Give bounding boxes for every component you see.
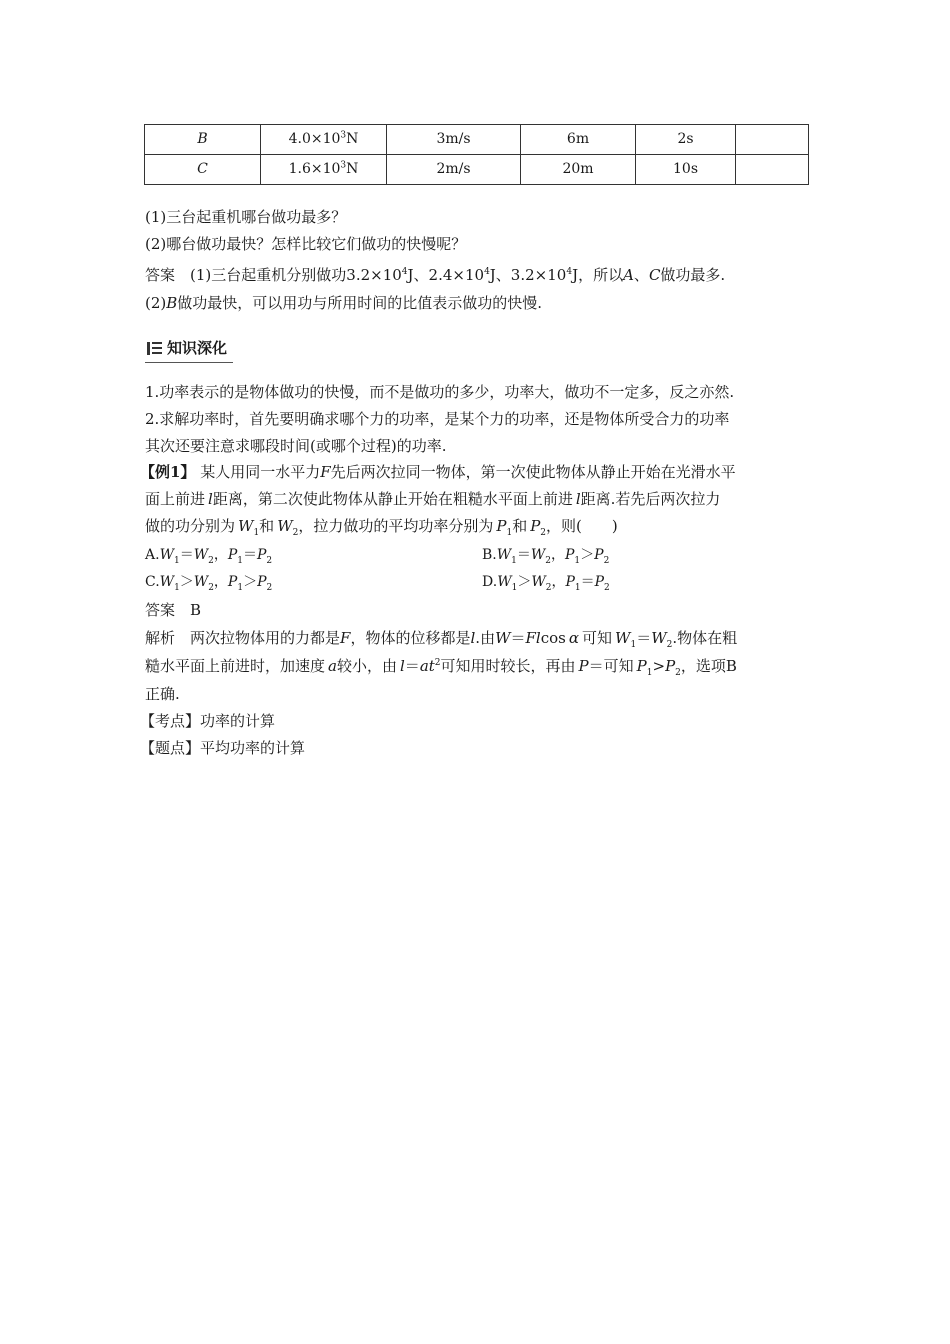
answer-label: 答案 (145, 266, 176, 284)
answer-text: 做功最快，可以用功与所用时间的比值表示做功的快慢. (177, 294, 543, 312)
subscript: 1 (511, 582, 518, 593)
relation: ＞ (179, 574, 194, 590)
kaodian-line (140, 710, 275, 732)
tidian-line (140, 737, 305, 759)
answer-text: 做功最多. (660, 266, 726, 284)
force-base: 4.0×10 (288, 131, 341, 147)
variable: P (565, 574, 575, 590)
option-label: D. (482, 574, 498, 590)
analysis-text: ，物体的位移都是 (350, 629, 471, 647)
variable: P (530, 517, 541, 535)
list-icon (147, 342, 162, 355)
example-text: ，拉力做功的平均功率分别为 (298, 517, 494, 535)
subscript: 2 (545, 582, 552, 593)
variable: W (193, 574, 209, 590)
subscript: 1 (237, 555, 243, 566)
analysis-text: .物体在粗 (672, 629, 738, 647)
option-d (482, 571, 610, 593)
example-text: 做的功分别为 (145, 517, 236, 535)
answer-value: B (190, 601, 202, 619)
analysis-text: cos (540, 629, 566, 647)
example-line-1 (140, 461, 736, 483)
relation: ＞ (580, 547, 595, 563)
knowledge-point-2: 2.求解功率时，首先要明确求哪个力的功率，是某个力的功率，还是物体所受合力的功率 (145, 410, 730, 428)
answer-line-2 (145, 292, 542, 314)
subscript: 2 (208, 555, 214, 566)
tidian-label: 【题点】 (140, 739, 201, 757)
subscript: 2 (666, 640, 673, 650)
variable: P (594, 547, 604, 563)
section-title: 知识深化 (167, 339, 228, 357)
example-text: 某人用同一水平力 (195, 463, 321, 481)
variable: P (578, 657, 589, 675)
table-cell-name: C (145, 155, 261, 185)
table-cell-speed: 3m/s (387, 125, 521, 155)
variable: F (320, 463, 331, 481)
subscript: 2 (540, 528, 547, 538)
tidian-value: 平均功率的计算 (200, 739, 306, 757)
subscript: 1 (646, 668, 653, 678)
subscript: 2 (675, 668, 681, 678)
force-exponent: 3 (340, 130, 347, 141)
relation: ＝ (242, 547, 257, 563)
crane-data-table (144, 124, 809, 185)
answer-line-1 (145, 264, 725, 286)
relation: ＝ (580, 574, 595, 590)
subscript: 2 (208, 582, 214, 593)
table-cell-blank (736, 155, 809, 185)
variable: W (159, 574, 175, 590)
subscript: 1 (630, 640, 637, 650)
variable: W (530, 547, 546, 563)
example-text: 和 (512, 517, 528, 535)
analysis-text: 可知 (582, 629, 613, 647)
relation: ＝ (516, 547, 531, 563)
exponent: 4 (401, 267, 408, 277)
analysis-text: .由 (475, 629, 496, 647)
variable: W (159, 547, 174, 563)
kaodian-value: 功率的计算 (200, 712, 276, 730)
example-text: 距离.若先后两次拉力 (580, 490, 721, 508)
force-unit: N (346, 161, 359, 177)
subscript: 1 (174, 582, 180, 593)
exponent: 4 (566, 267, 573, 277)
option-label: C. (145, 574, 160, 590)
subscript: 2 (603, 555, 610, 566)
variable: P (665, 657, 676, 675)
analysis-line-3: 正确. (145, 685, 180, 703)
analysis-text: > (652, 657, 666, 675)
exponent: 2 (434, 658, 441, 668)
variable: W (651, 629, 667, 647)
example-text: ，则( ) (546, 517, 618, 535)
knowledge-point-1: 1.功率表示的是物体做功的快慢，而不是做功的多少，功率大，做功不一定多，反之亦然. (145, 383, 735, 401)
force-exponent: 3 (340, 160, 347, 171)
section-heading (145, 336, 233, 363)
option-c (145, 571, 272, 593)
variable: l (575, 490, 581, 508)
subscript: 1 (574, 555, 581, 566)
variable: P (565, 547, 575, 563)
table-cell-speed: 2m/s (387, 155, 521, 185)
solution-answer (145, 599, 201, 621)
variable: Fl (525, 629, 541, 647)
variable: A (623, 266, 634, 284)
answer-label: 答案 (145, 601, 176, 619)
variable: W (531, 574, 546, 590)
option-label: B. (482, 547, 497, 563)
kaodian-label: 【考点】 (140, 712, 201, 730)
table-cell-distance: 20m (521, 155, 636, 185)
separator: ， (551, 574, 566, 590)
example-text: 面上前进 (145, 490, 206, 508)
variable: W (497, 574, 512, 590)
question-1: (1)三台起重机哪台做功最多？ (145, 208, 347, 226)
subscript: 1 (574, 582, 581, 593)
answer-text: J、2.4×10 (407, 266, 485, 284)
example-line-2 (145, 488, 720, 510)
example-line-3 (145, 515, 618, 537)
table-cell-force (261, 125, 387, 155)
example-text: 和 (259, 517, 275, 535)
subscript: 2 (266, 555, 273, 566)
variable: a (328, 657, 337, 675)
separator: ， (213, 574, 228, 590)
subscript: 1 (253, 528, 260, 538)
question-2: (2)哪台做功最快？怎样比较它们做功的快慢呢？ (145, 235, 467, 253)
variable: F (340, 629, 351, 647)
variable: P (227, 547, 238, 563)
option-a (145, 544, 272, 566)
answer-text: (2) (145, 294, 167, 312)
knowledge-point-2-cont: 其次还要注意求哪段时间(或哪个过程)的功率. (145, 437, 447, 455)
variable: l (399, 657, 405, 675)
subscript: 2 (604, 582, 610, 593)
relation: ＞ (243, 574, 258, 590)
subscript: 1 (237, 582, 244, 593)
subscript: 1 (511, 555, 517, 566)
variable: P (256, 547, 267, 563)
answer-text: J、3.2×10 (489, 266, 567, 284)
variable: C (648, 266, 661, 284)
option-label: A. (145, 547, 160, 563)
analysis-line-2 (145, 655, 737, 677)
analysis-line-1 (145, 627, 737, 649)
force-unit: N (346, 131, 359, 147)
variable: P (227, 574, 238, 590)
example-text: 距离，第二次使此物体从静止开始在粗糙水平面上前进 (212, 490, 573, 508)
analysis-text: 两次拉物体用的力都是 (190, 629, 341, 647)
answer-text: J，所以 (572, 266, 624, 284)
table-row (145, 125, 809, 155)
exponent: 4 (484, 267, 490, 277)
analysis-text: ＝ (404, 657, 420, 675)
variable: W (238, 517, 254, 535)
variable: at (419, 657, 435, 675)
variable: l (208, 490, 213, 508)
analysis-text: ＝可知 (588, 657, 634, 675)
answer-text: 、 (633, 266, 649, 284)
analysis-text: 糙水平面上前进时，加速度 (145, 657, 326, 675)
force-base: 1.6×10 (288, 161, 341, 177)
analysis-text: ，选项B (680, 657, 737, 675)
variable: B (166, 294, 178, 312)
subscript: 1 (506, 528, 513, 538)
variable: l (470, 629, 476, 647)
option-b (482, 544, 609, 566)
analysis-text: 较小，由 (336, 657, 397, 675)
variable: P (636, 657, 647, 675)
analysis-text: ＝ (636, 629, 652, 647)
variable: W (193, 547, 209, 563)
variable: W (495, 629, 511, 647)
table-cell-distance: 6m (521, 125, 636, 155)
table-cell-blank (736, 125, 809, 155)
subscript: 2 (545, 555, 551, 566)
analysis-text: 可知用时较长，再由 (440, 657, 576, 675)
variable: P (257, 574, 267, 590)
variable: W (496, 547, 512, 563)
separator: ， (213, 547, 228, 563)
table-cell-force (261, 155, 387, 185)
variable: P (594, 574, 605, 590)
variable: W (277, 517, 293, 535)
variable: W (615, 629, 631, 647)
table-cell-time: 10s (636, 155, 736, 185)
separator: ， (551, 547, 565, 563)
analysis-label: 解析 (145, 629, 176, 647)
answer-text: (1)三台起重机分别做功3.2×10 (190, 266, 402, 284)
subscript: 2 (292, 528, 299, 538)
variable: P (496, 517, 507, 535)
relation: ＝ (179, 547, 194, 563)
variable: α (568, 629, 580, 647)
table-cell-name: B (145, 125, 261, 155)
table-row (145, 155, 809, 185)
subscript: 1 (173, 555, 180, 566)
subscript: 2 (266, 582, 273, 593)
example-tag: 【例1】 (140, 463, 196, 481)
analysis-text: ＝ (510, 629, 526, 647)
example-text: 先后两次拉同一物体，第一次使此物体从静止开始在光滑水平 (330, 463, 736, 481)
table-cell-time: 2s (636, 125, 736, 155)
relation: ＞ (517, 574, 532, 590)
